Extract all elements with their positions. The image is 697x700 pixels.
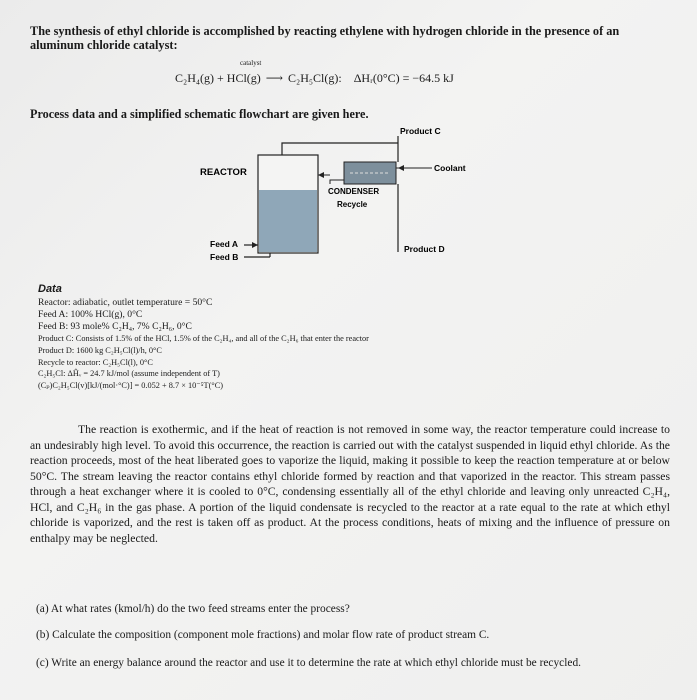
reaction-enthalpy: ΔHᵣ(0°C) = −64.5 kJ <box>353 71 454 85</box>
product-c-label: Product C <box>400 126 441 136</box>
catalyst-label: catalyst <box>240 59 262 67</box>
feed-b-label: Feed B <box>210 252 239 262</box>
question-a: (a) At what rates (kmol/h) do the two feed streams enter the process? <box>36 603 350 615</box>
data-line: C₂H₅Cl: ΔĤᵥ = 24.7 kJ/mol (assume independent of T) <box>38 369 220 379</box>
data-title: Data <box>38 283 62 295</box>
reactor-liquid <box>259 190 317 252</box>
question-c: (c) Write an energy balance around the reactor and use it to determine the rate at which ethyl chloride must be recycled. <box>36 657 582 669</box>
reaction-arrow: ⟶ <box>265 71 283 85</box>
data-line: Feed B: 93 mole% C₂H₄, 7% C₂H₆, 0°C <box>38 320 192 332</box>
flowchart-diagram <box>0 0 697 290</box>
question-b: (b) Calculate the composition (component mole fractions) and molar flow rate of product stream C. <box>36 629 490 641</box>
data-line: Product D: 1600 kg C₂H₅Cl(l)/h, 0°C <box>38 345 162 355</box>
problem-paragraph: The reaction is exothermic, and if the heat of reaction is not removed in some way, the reactor temperature could increase to an undesirably high level. To avoid this occurrence, the reaction is carried out with the catalyst suspended in liquid ethyl chloride. As the reaction proceeds, most of the heat liberated goes to vaporize the liquid, making it possible to keep the reaction temperature at or below 50°C. The stream leaving the reactor contains ethyl chloride formed by reaction and that vaporized in the reactor. This stream passes through a heat exchanger where it is cooled to 0°C, condensing essentially all of the ethyl chloride and leaving only unreacted C₂H₄, HCl, and C₂H₆ in the gas phase. A portion of the liquid condensate is recycled to the reactor at a rate equal to the rate at which ethyl chloride is vaporized, and the rest is taken off as product. At the process conditions, heats of mixing and the influence of pressure on enthalpy may be neglected. <box>30 423 670 545</box>
reactor-label: REACTOR <box>200 167 247 178</box>
coolant-label: Coolant <box>434 163 466 173</box>
recycle-label: Recycle <box>337 200 368 209</box>
equation-product: C₂H₅Cl(g): <box>288 71 342 85</box>
data-list <box>38 297 369 392</box>
data-line: Feed A: 100% HCl(g), 0°C <box>38 308 143 320</box>
data-line: Reactor: adiabatic, outlet temperature = 50°C <box>38 297 213 308</box>
feed-a-label: Feed A <box>210 239 239 249</box>
product-d-label: Product D <box>404 244 445 254</box>
data-line: Product C: Consists of 1.5% of the HCl, 1.5% of the C₂H₄, and all of the C₂H₆ that enter the reactor <box>38 333 369 343</box>
data-line: (Cₚ)C₂H₅Cl(v)[kJ/(mol·°C)] = 0.052 + 8.7 × 10⁻⁵T(°C) <box>38 381 223 391</box>
problem-intro: The synthesis of ethyl chloride is accomplished by reacting ethylene with hydrogen chloride in the presence of an aluminum chloride catalyst: <box>30 24 620 52</box>
equation-reactants: C₂H₄(g) + HCl(g) <box>175 71 261 85</box>
process-heading: Process data and a simplified schematic flowchart are given here. <box>30 107 369 121</box>
data-line: Recycle to reactor: C₂H₅Cl(l), 0°C <box>38 357 153 367</box>
condenser-label: CONDENSER <box>328 187 380 196</box>
